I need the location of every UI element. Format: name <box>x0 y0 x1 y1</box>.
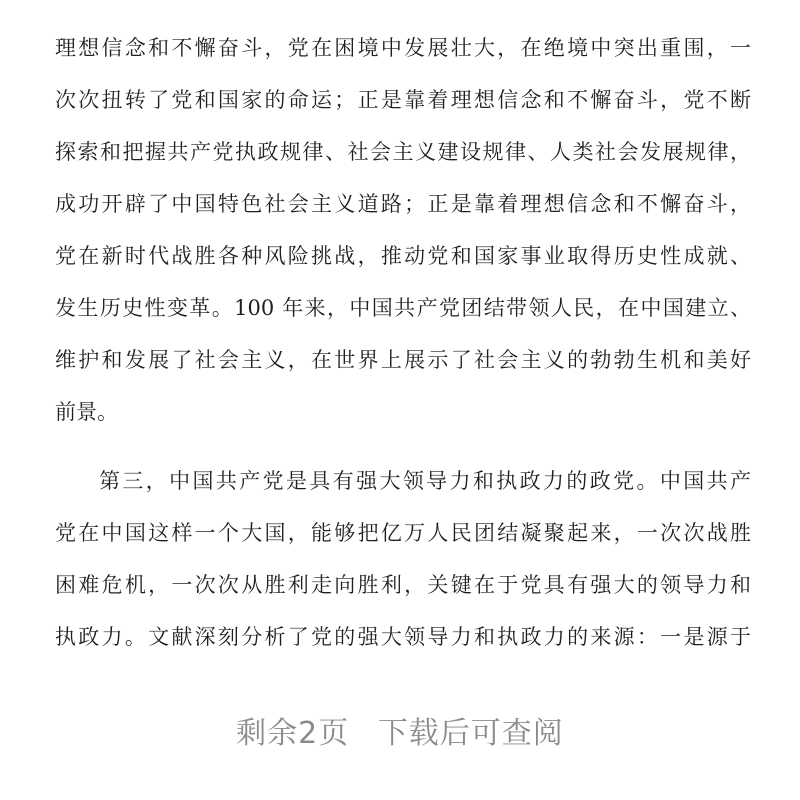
text-line: 成功开辟了中国特色社会主义道路；正是靠着理想信念和不懈奋斗， <box>55 192 751 216</box>
download-banner[interactable] <box>0 708 800 752</box>
text-line: 探索和把握共产党执政规律、社会主义建设规律、人类社会发展规律， <box>55 140 751 164</box>
paragraph-1 <box>55 22 751 438</box>
text-line: 第三，中国共产党是具有强大领导力和执政力的政党。中国共产 <box>99 469 751 493</box>
text-line: 维护和发展了社会主义，在世界上展示了社会主义的勃勃生机和美好 <box>55 348 751 372</box>
paragraph-2 <box>55 455 751 663</box>
text-line: 困难危机，一次次从胜利走向胜利，关键在于党具有强大的领导力和 <box>55 573 751 597</box>
text-line: 执政力。文献深刻分析了党的强大领导力和执政力的来源：一是源于 <box>55 625 751 649</box>
text-line: 前景。 <box>55 400 118 424</box>
text-line: 党在中国这样一个大国，能够把亿万人民团结凝聚起来，一次次战胜 <box>55 521 751 545</box>
text-line: 次次扭转了党和国家的命运；正是靠着理想信念和不懈奋斗，党不断 <box>55 88 751 112</box>
text-line: 党在新时代战胜各种风险挑战，推动党和国家事业取得历史性成就、 <box>55 244 751 268</box>
remaining-pages-label[interactable]: 剩余2页 <box>236 716 350 751</box>
download-to-view-link[interactable]: 下载后可查阅 <box>377 716 564 751</box>
text-line: 理想信念和不懈奋斗，党在困境中发展壮大，在绝境中突出重围，一 <box>55 36 751 60</box>
text-line: 发生历史性变革。100 年来，中国共产党团结带领人民，在中国建立、 <box>55 296 751 320</box>
